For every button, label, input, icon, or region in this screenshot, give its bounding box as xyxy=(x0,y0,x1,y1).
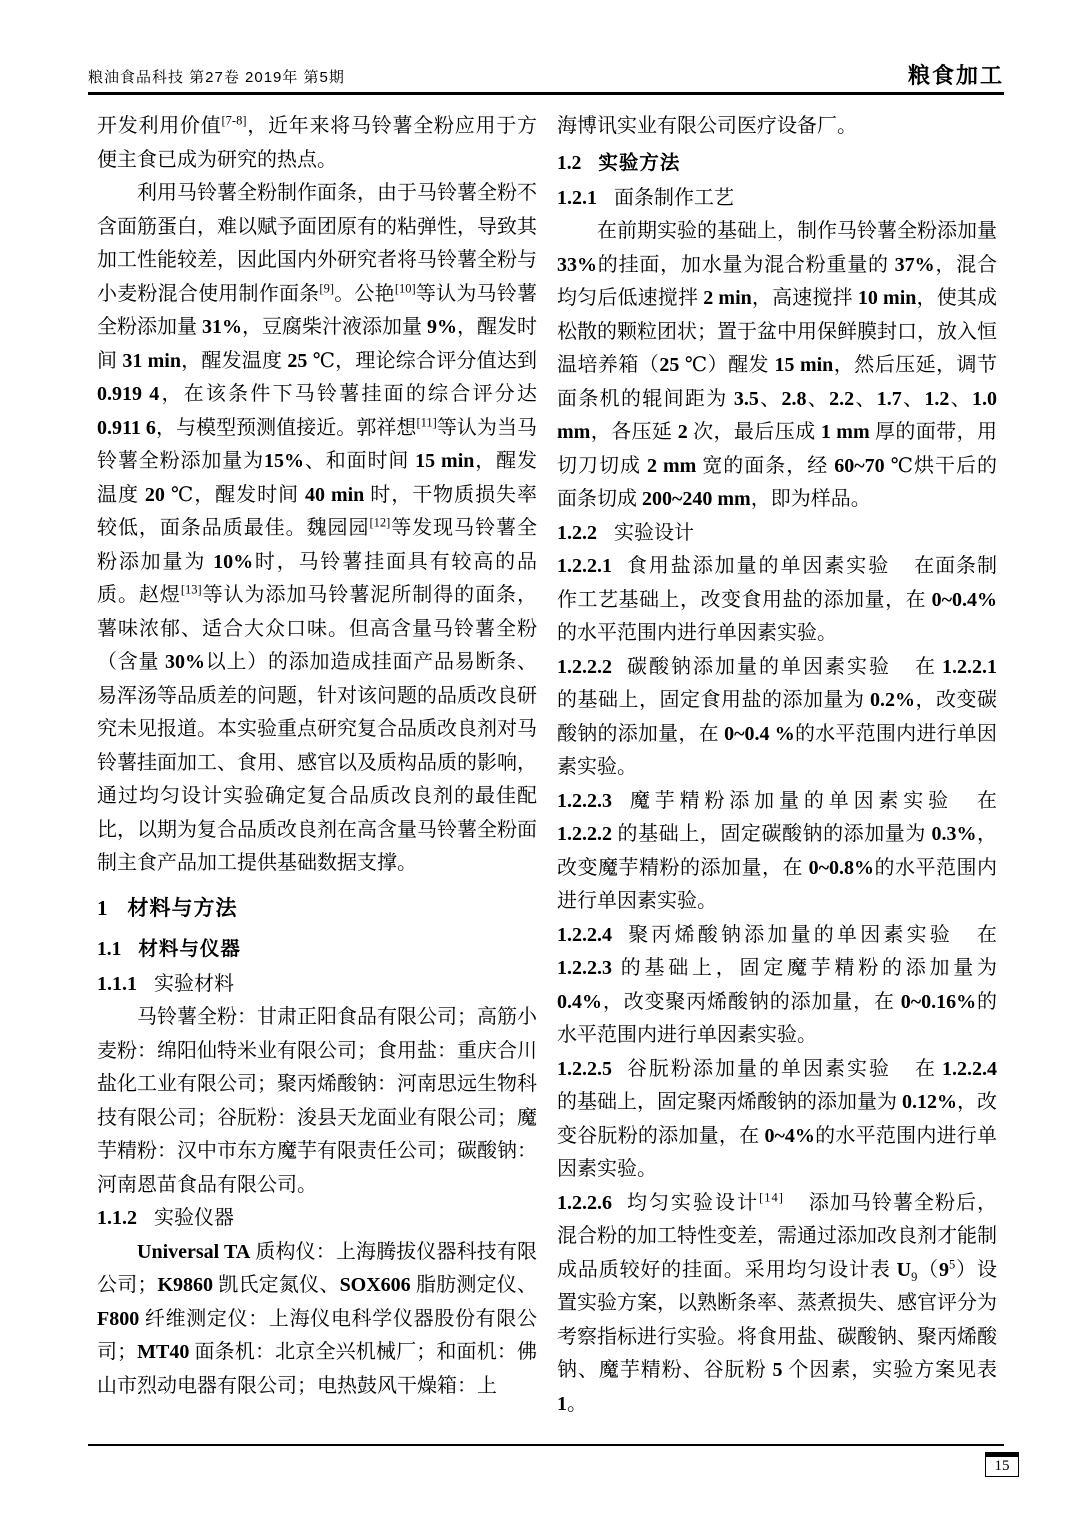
text-run: ℃，醒发时间 xyxy=(164,483,305,506)
text-run: 的水平范围内进行单因素实验。 xyxy=(557,990,998,1046)
text-run: 在 xyxy=(915,655,942,678)
superscript-ref: [12] xyxy=(369,515,391,530)
text-run: 次，最后压成 xyxy=(687,421,821,443)
text-run: 的基础上，固定聚丙烯酸钠的添加量为 xyxy=(557,1091,902,1113)
bold-text: 30% xyxy=(165,651,205,673)
subsection-konjac-flour xyxy=(557,785,997,919)
subsection-text xyxy=(557,1189,998,1415)
heading-experiment-instruments xyxy=(97,1202,537,1236)
text-run: 以上）的添加造成挂面产品易断条、易浑汤等品质差的问题，针对该问题的品质改良研究未见报道。本实验重点研究复合品质改良剂对马铃薯挂面加工、食用、感官以及质构品质的影响，通过均匀设计实验确定复合品质改良剂的最佳配比，以期为复合品质改良剂在高含量马铃薯全粉面制主食产品加工提供基础数据支撑。 xyxy=(97,651,537,874)
bold-text: 1.0 mm xyxy=(557,387,998,443)
subsection-title: 聚丙烯酸钠添加量的单因素实验 xyxy=(626,923,953,946)
subsection-title: 谷朊粉添加量的单因素实验 xyxy=(626,1057,891,1080)
heading-experiment-design xyxy=(557,517,997,551)
bold-text: 33% xyxy=(557,253,597,276)
bold-text: 25 xyxy=(287,349,308,372)
superscript-ref: [9] xyxy=(319,280,334,295)
text-run: 等发现马铃薯全粉添加量为 xyxy=(97,517,538,573)
heading-number: 1.2.1 xyxy=(557,186,597,209)
text-run: 在 xyxy=(915,1057,942,1080)
text-run: 纤维测定仪：上海仪电科学仪器股份有限公司； xyxy=(97,1307,537,1363)
bold-text: 1.2.2.4 xyxy=(942,1057,997,1080)
text-run: ，混合均匀后低速搅拌 xyxy=(557,253,998,309)
bold-text: 0.2% xyxy=(870,689,915,711)
superscript-ref: [10] xyxy=(394,280,416,295)
heading-number: 1.2 xyxy=(557,152,582,174)
text-run: 等认为马铃薯全粉添加量 xyxy=(97,282,537,338)
journal-citation: 粮油食品科技 第27卷 2019年 第5期 xyxy=(88,69,345,86)
bold-text: U xyxy=(896,1258,912,1281)
page-header xyxy=(88,62,1004,90)
heading-materials-methods xyxy=(97,890,537,927)
bold-text: 31 min xyxy=(122,349,181,372)
text-run: ，与模型预测值接近。郭祥想 xyxy=(155,416,417,439)
text-run: 的水平范围内进行单因素实验。 xyxy=(557,722,998,778)
text-run: ，改变聚丙烯酸钠的添加量，在 xyxy=(602,990,901,1013)
paragraph-introduction xyxy=(97,177,537,881)
text-run: 海博讯实业有限公司医疗设备厂。 xyxy=(557,115,857,137)
text-run: 的水平范围内进行单因素实验。 xyxy=(557,1124,998,1180)
bold-text: 20 xyxy=(144,483,165,506)
subsection-title: 食用盐添加量的单因素实验 xyxy=(626,555,891,577)
subsection-sodium-carbonate xyxy=(557,651,997,785)
heading-noodle-process xyxy=(557,182,997,216)
bold-text: 31% xyxy=(202,316,242,338)
bold-text: 200~240 mm xyxy=(642,488,751,510)
text-run: 的基础上，固定食用盐的添加量为 xyxy=(557,689,870,711)
text-run: （ xyxy=(917,1258,940,1281)
heading-title: 材料与仪器 xyxy=(138,937,241,960)
paragraph-noodle-process xyxy=(557,215,997,517)
text-run: ，各压延 xyxy=(590,421,678,443)
text-run: 凯氏定氮仪、 xyxy=(213,1274,340,1296)
bold-text: 0.3% xyxy=(931,823,977,845)
bold-text: 10 min xyxy=(857,287,917,309)
subsection-number: 1.2.2.4 xyxy=(557,923,612,946)
bold-text: 25 xyxy=(659,354,680,376)
superscript-ref: [11] xyxy=(416,414,437,429)
bold-text: 1 xyxy=(557,1392,567,1415)
text-run: 、 xyxy=(901,387,925,410)
text-run: ℃，理论综合评分值达到 xyxy=(307,349,538,372)
superscript-ref: [7-8] xyxy=(221,113,247,128)
header-rule xyxy=(88,92,1004,95)
paragraph-materials-list xyxy=(97,1001,537,1202)
text-run: 时，马铃薯挂面具有较高的品质。赵煜 xyxy=(97,550,538,606)
paragraph-continuation xyxy=(557,110,997,144)
bold-text: 0~0.4% xyxy=(931,588,997,611)
bold-text: 0.919 4 xyxy=(97,383,160,405)
text-run: 马铃薯全粉：甘肃正阳食品有限公司；高筋小麦粉：绵阳仙特米业有限公司；食用盐：重庆合川盐化工业有限公司；聚丙烯酸钠：河南思远生物科技有限公司；谷朊粉：浚县天龙面业有限公司；魔芋精粉：汉中市东方魔芋有限责任公司；碳酸钠：河南恩苗食品有限公司。 xyxy=(97,1006,537,1196)
text-run: ，然后压延，调节面条机的辊间距为 xyxy=(557,354,998,410)
bold-text: 40 min xyxy=(305,483,365,506)
bold-text: 10% xyxy=(213,550,254,573)
text-run: 脂肪测定仪、 xyxy=(410,1274,538,1296)
heading-number: 1.1.1 xyxy=(97,972,137,995)
bold-text: 15 min xyxy=(415,450,475,472)
text-run: 的水平范围内进行单因素实验。 xyxy=(557,622,837,644)
bold-text: Universal TA xyxy=(137,1240,251,1263)
page-number-box xyxy=(985,1452,1019,1477)
column-section-title: 粮食加工 xyxy=(907,63,1004,88)
text-run: 在 xyxy=(977,789,997,812)
paragraph-instruments-list xyxy=(97,1236,537,1404)
text-run: ，醒发时间 xyxy=(97,316,537,372)
text-run: 利用马铃薯全粉制作面条，由于马铃薯全粉不含面筋蛋白，难以赋予面团原有的粘弹性，导致其加工性能较差，因此国内外研究者将马铃薯全粉与小麦粉混合使用制作面条 xyxy=(97,182,537,305)
subsection-title xyxy=(626,1189,784,1214)
text-run: 、 xyxy=(949,387,973,410)
subsection-number: 1.2.2.3 xyxy=(557,789,612,812)
bold-text: 15 min xyxy=(774,354,834,376)
bold-text: 15% xyxy=(264,450,305,472)
bold-text: 1.2.2.2 xyxy=(557,823,612,845)
superscript-ref: 5 xyxy=(949,1256,956,1271)
bold-text: 2.2 xyxy=(829,387,855,410)
bold-text: 0~4% xyxy=(764,1124,815,1147)
text-run: ，改变魔芋精粉的添加量，在 xyxy=(557,823,998,879)
superscript-ref: [14] xyxy=(759,1189,784,1204)
text-run: ，改变碳酸钠的添加量，在 xyxy=(557,689,997,745)
superscript-ref: [13] xyxy=(180,582,202,597)
text-run: 个因素，实验方案见表 xyxy=(782,1359,998,1381)
text-run: 。公艳 xyxy=(333,282,395,305)
text-run: ，高速搅拌 xyxy=(751,287,858,309)
text-run: ，在该条件下马铃薯挂面的综合评分达 xyxy=(159,383,538,405)
text-run: 的基础上，固定碳酸钠的添加量为 xyxy=(612,823,932,845)
bold-text: 0~0.8% xyxy=(808,856,874,879)
heading-experiment-materials xyxy=(97,968,537,1002)
text-run: ，改变谷朊粉的添加量，在 xyxy=(557,1091,997,1147)
text-run: ，使其成松散的颗粒团状；置于盆中用保鲜膜封口，放入恒温培养箱（ xyxy=(557,287,998,376)
text-run: 质构仪：上海腾拔仪器科技有限公司； xyxy=(97,1240,538,1296)
bold-text: 9 xyxy=(939,1258,950,1281)
bold-text: 1.7 xyxy=(876,387,902,410)
paragraph-continuation xyxy=(97,110,537,177)
subsection-number: 1.2.2.2 xyxy=(557,655,612,678)
subscript-text: 9 xyxy=(911,1269,918,1284)
text-run: 的水平范围内进行单因素实验。 xyxy=(557,856,998,912)
bold-text: 9% xyxy=(427,316,457,338)
bold-text: 3.5 xyxy=(733,387,759,410)
text-run: ，醒发温度 xyxy=(97,450,538,506)
text-run: 等认为当马铃薯全粉添加量为 xyxy=(97,416,538,472)
footer-rule xyxy=(88,1444,1004,1446)
bold-text: 37% xyxy=(894,253,935,276)
bold-text: 2 mm xyxy=(646,454,697,477)
subsection-uniform-design xyxy=(557,1187,997,1422)
heading-experiment-methods xyxy=(557,146,997,181)
bold-text: 0~0.4 % xyxy=(724,722,795,745)
subsection-salt xyxy=(557,550,997,651)
bold-text: 1.2.2.1 xyxy=(942,655,997,678)
text-run: 、 xyxy=(806,387,830,410)
bold-text: 1 mm xyxy=(820,421,870,443)
left-column xyxy=(97,110,537,1403)
heading-title: 实验材料 xyxy=(154,972,234,995)
bold-text: 0.12% xyxy=(902,1091,957,1113)
bold-text: 60~70 xyxy=(834,454,885,477)
heading-title: 材料与方法 xyxy=(127,896,238,920)
text-run: 等认为添加马铃薯泥所制得的面条，薯味浓郁、适合大众口味。但高含量马铃薯全粉（含量 xyxy=(97,584,538,673)
bold-text: 0.911 6 xyxy=(97,416,156,439)
text-run: 开发利用价值 xyxy=(97,115,222,137)
subsection-sodium-polyacrylate xyxy=(557,919,997,1053)
bold-text: 2 min xyxy=(703,287,752,309)
text-run: 在前期实验的基础上，制作马铃薯全粉添加量 xyxy=(597,220,997,242)
subsection-title: 魔芋精粉添加量的单因素实验 xyxy=(626,789,953,812)
bold-text: 2 xyxy=(677,421,688,443)
subsection-number: 1.2.2.6 xyxy=(557,1191,612,1214)
text-run: ）设置实验方案，以熟断条率、蒸煮损失、感官评分为考察指标进行实验。将食用盐、碳酸钠、聚丙烯酸钠、魔芋精粉、谷朊粉 xyxy=(557,1258,997,1381)
text-run: 宽的面条，经 xyxy=(696,454,835,477)
subsection-gluten-flour xyxy=(557,1053,997,1187)
text-run: ，醒发温度 xyxy=(180,349,288,372)
heading-title: 实验仪器 xyxy=(154,1207,234,1229)
text-run: 的基础上，固定魔芋精粉的添加量为 xyxy=(612,957,997,979)
heading-title: 实验方法 xyxy=(598,151,681,174)
bold-text: 1.2.2.3 xyxy=(557,957,612,979)
bold-text: 2.8 xyxy=(781,387,807,410)
heading-number: 1 xyxy=(97,895,108,920)
bold-text: F800 xyxy=(97,1307,140,1330)
heading-number: 1.2.2 xyxy=(557,521,597,544)
bold-text: 5 xyxy=(772,1359,783,1381)
text-run: 。 xyxy=(567,1392,587,1415)
bold-text: SOX606 xyxy=(339,1274,411,1296)
text-run: ℃烘干后的面条切成 xyxy=(557,454,998,510)
text-run: 、 xyxy=(758,387,782,410)
bold-text: 0.4% xyxy=(557,990,602,1013)
heading-materials-instruments xyxy=(97,932,537,967)
text-run: 在 xyxy=(977,923,997,946)
text-run: ℃）醒发 xyxy=(679,354,775,376)
subsection-title: 碳酸钠添加量的单因素实验 xyxy=(626,655,891,678)
right-column xyxy=(557,110,997,1421)
text-run: ，即为样品。 xyxy=(750,488,871,510)
heading-number: 1.1.2 xyxy=(97,1207,137,1229)
subsection-number: 1.2.2.5 xyxy=(557,1057,612,1080)
text-run: 在面条制作工艺基础上，改变食用盐的添加量，在 xyxy=(557,555,997,611)
text-run: 添加马铃薯全粉后，混合粉的加工特性变差，需通过添加改良剂才能制成品质较好的挂面。采用均匀设计表 xyxy=(557,1191,998,1281)
text-run: 时，干物质损失率较低，面条品质最佳。魏园园 xyxy=(97,483,538,539)
text-run: ，豆腐柴汁液添加量 xyxy=(242,316,427,338)
heading-title: 实验设计 xyxy=(614,521,694,544)
heading-title: 面条制作工艺 xyxy=(614,186,734,209)
text-run: 均匀实验设计 xyxy=(626,1191,760,1214)
text-run: 、和面时间 xyxy=(304,450,416,472)
text-run: 的挂面，加水量为混合粉重量的 xyxy=(597,253,895,276)
page-number: 15 xyxy=(994,1458,1010,1474)
bold-text: 1.2 xyxy=(924,387,950,410)
bold-text: 0~0.16% xyxy=(900,990,977,1013)
text-run: ，近年来将马铃薯全粉应用于方便主食已成为研究的热点。 xyxy=(97,115,537,171)
subsection-number: 1.2.2.1 xyxy=(557,555,612,577)
text-run: 、 xyxy=(854,387,877,410)
heading-number: 1.1 xyxy=(97,938,122,960)
text-run: 面条机：北京全兴机械厂；和面机：佛山市烈动电器有限公司；电热鼓风干燥箱：上 xyxy=(97,1341,538,1397)
text-run: 厚的面带，用切刀切成 xyxy=(557,421,998,477)
bold-text: MT40 xyxy=(137,1341,190,1363)
bold-text: K9860 xyxy=(157,1274,214,1296)
